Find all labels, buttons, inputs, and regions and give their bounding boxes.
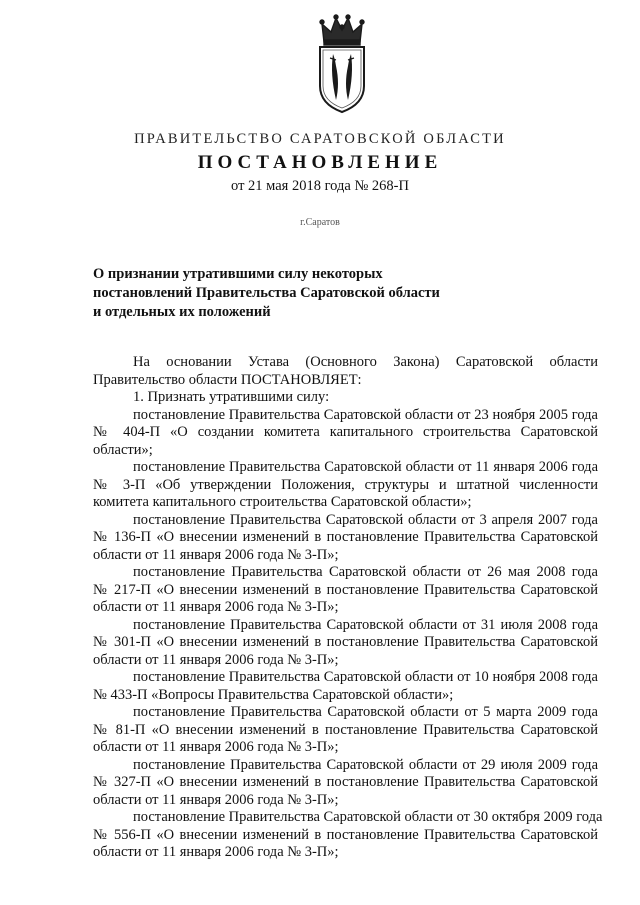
list-item (93, 407, 598, 460)
entry-line: постановление Правительства Саратовской области от 26 мая 2008 года (133, 564, 598, 580)
document-title (93, 265, 513, 322)
entry-line: области от 11 января 2006 года № 3-П»; (93, 791, 339, 808)
document-body (93, 354, 603, 862)
entry-line: № 433-П «Вопросы Правительства Саратовской области»; (93, 686, 454, 703)
entry-line: постановление Правительства Саратовской области от 3 апреля 2007 года (133, 511, 598, 528)
entry-line: № 81-П «О внесении изменений в постановление Правительства Саратовской (93, 721, 598, 738)
entry-line: № 556-П «О внесении изменений в постановление Правительства Саратовской (93, 826, 598, 843)
entry-line: № 404-П «О создании комитета капитального строительства Саратовской (93, 424, 598, 440)
title-line: и отдельных их положений (93, 304, 271, 320)
entry-line: области от 11 января 2006 года № 3-П»; (93, 546, 339, 563)
title-line: постановлений Правительства Саратовской области (93, 285, 440, 301)
entry-line: постановление Правительства Саратовской области от 30 октября 2009 года (133, 809, 603, 825)
entry-line: постановление Правительства Саратовской области от 31 июля 2008 года (133, 616, 598, 633)
entry-line: области от 11 января 2006 года № 3-П»; (93, 599, 339, 615)
list-item (93, 564, 598, 617)
entry-line: постановление Правительства Саратовской области от 29 июля 2009 года (133, 756, 598, 773)
entry-line: постановление Правительства Саратовской области от 23 ноября 2005 года (133, 406, 598, 423)
list-item (93, 809, 603, 862)
entry-line: № 217-П «О внесении изменений в постановление Правительства Саратовской (93, 581, 598, 598)
entry-line: области от 11 января 2006 года № 3-П»; (93, 651, 339, 668)
list-item (93, 512, 598, 565)
government-name: ПРАВИТЕЛЬСТВО САРАТОВСКОЙ ОБЛАСТИ (134, 131, 506, 147)
entry-line: № 327-П «О внесении изменений в постановление Правительства Саратовской (93, 774, 598, 790)
saratov-coat-of-arms-icon (314, 14, 370, 114)
entry-line: постановление Правительства Саратовской области от 11 января 2006 года (133, 459, 598, 475)
list-item (93, 757, 598, 810)
document-city: г.Саратов (300, 217, 340, 228)
entry-line: комитета капитального строительства Саратовской области»; (93, 494, 472, 510)
title-line: О признании утратившими силу некоторых (93, 266, 383, 282)
entry-line: области»; (93, 441, 153, 458)
entry-line: № 3-П «Об утверждении Положения, структуры и штатной численности (93, 476, 598, 493)
document-type: ПОСТАНОВЛЕНИЕ (197, 152, 443, 173)
document-date-number: от 21 мая 2018 года № 268-П (231, 178, 409, 194)
list-item (93, 669, 598, 704)
list-item (93, 459, 598, 512)
list-item (93, 617, 598, 670)
entry-line: области от 11 января 2006 года № 3-П»; (93, 844, 339, 860)
entry-line: постановление Правительства Саратовской области от 10 ноября 2008 года (133, 669, 598, 685)
intro-line: Правительство области ПОСТАНОВЛЯЕТ: (93, 371, 362, 388)
entry-line: постановление Правительства Саратовской области от 5 марта 2009 года (133, 704, 598, 720)
entry-line: области от 11 января 2006 года № 3-П»; (93, 739, 339, 755)
entry-line: № 301-П «О внесении изменений в постановление Правительства Саратовской (93, 634, 598, 650)
list-item (93, 704, 598, 757)
item-heading: 1. Признать утратившими силу: (133, 389, 330, 405)
entry-line: № 136-П «О внесении изменений в постановление Правительства Саратовской (93, 529, 598, 545)
intro-line: На основании Устава (Основного Закона) Саратовской области (133, 354, 598, 370)
